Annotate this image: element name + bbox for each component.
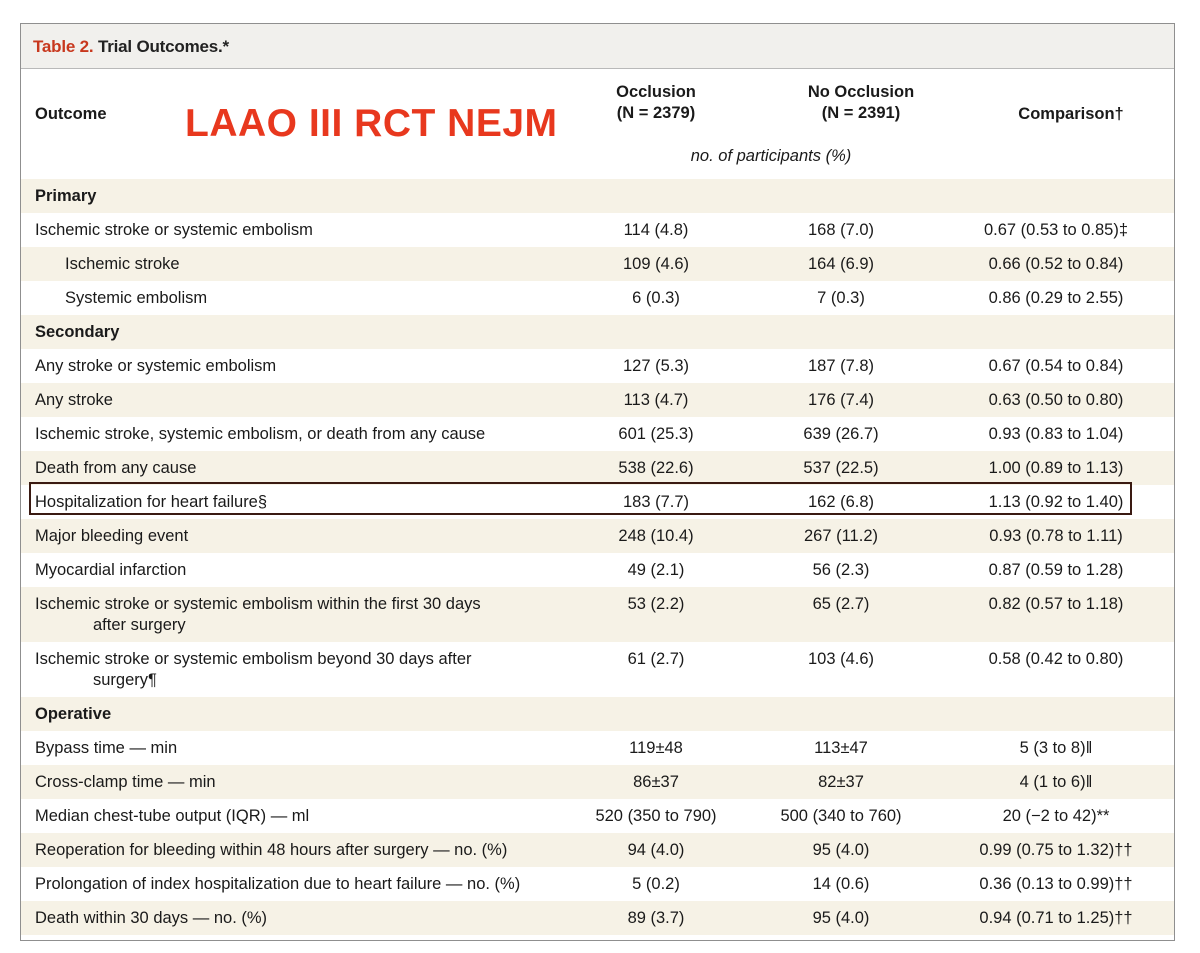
comparison-value: 0.63 (0.50 to 0.80) xyxy=(988,391,1124,409)
table-row xyxy=(21,901,1174,935)
comparison-value: 0.66 (0.52 to 0.84) xyxy=(988,255,1124,273)
no-occlusion-value: 176 (7.4) xyxy=(807,391,875,409)
outcome-label-text: Ischemic stroke or systemic embolism xyxy=(35,221,313,239)
section-row xyxy=(21,315,1174,349)
outcome-label-text: Reoperation for bleeding within 48 hours after surgery — no. (%) xyxy=(35,841,508,859)
no-occlusion-value: 537 (22.5) xyxy=(803,459,879,477)
comparison-value: 0.58 (0.42 to 0.80) xyxy=(988,650,1124,668)
table-title-bar xyxy=(21,24,1174,69)
table-title xyxy=(33,37,229,57)
occlusion-value: 114 (4.8) xyxy=(623,221,689,239)
table-row xyxy=(21,642,1174,697)
table-row xyxy=(21,417,1174,451)
header-outcome: Outcome xyxy=(35,105,107,123)
outcome-label xyxy=(35,458,196,479)
overlay-watermark: LAAO III RCT NEJM xyxy=(185,102,558,145)
outcome-label-text: Death within 30 days — no. (%) xyxy=(35,909,268,927)
table-row xyxy=(21,519,1174,553)
no-occlusion-value: 500 (340 to 760) xyxy=(780,807,902,825)
outcome-label-text: Hospitalization for heart failure§ xyxy=(35,493,268,511)
no-occlusion-value: 162 (6.8) xyxy=(807,493,875,511)
outcome-label xyxy=(65,288,207,309)
outcome-label xyxy=(35,649,472,691)
occlusion-value: 113 (4.7) xyxy=(623,391,689,409)
outcome-label xyxy=(35,220,313,241)
table-row xyxy=(21,799,1174,833)
outcome-label-text: Major bleeding event xyxy=(35,527,189,545)
outcome-label xyxy=(35,840,507,861)
no-occlusion-value: 82±37 xyxy=(818,773,864,791)
outcome-label-continued: surgery¶ xyxy=(93,671,157,689)
header-occlusion xyxy=(581,82,731,124)
outcome-label xyxy=(35,526,188,547)
outcome-label-text: Bypass time — min xyxy=(35,739,178,757)
no-occlusion-value: 267 (11.2) xyxy=(804,527,878,545)
occlusion-value: 94 (4.0) xyxy=(627,841,685,859)
comparison-value: 0.67 (0.54 to 0.84) xyxy=(988,357,1124,375)
comparison-value: 5 (3 to 8)‖ xyxy=(1019,739,1093,757)
comparison-value: 0.36 (0.13 to 0.99)†† xyxy=(979,875,1133,893)
header-comparison: Comparison† xyxy=(1018,105,1124,123)
table-row xyxy=(21,485,1174,519)
outcome-label xyxy=(35,390,113,411)
table-row xyxy=(21,451,1174,485)
outcome-label-text: Cross-clamp time — min xyxy=(35,773,216,791)
no-occlusion-value: 65 (2.7) xyxy=(812,595,870,613)
comparison-value: 4 (1 to 6)‖ xyxy=(1019,773,1093,791)
occlusion-value: 601 (25.3) xyxy=(618,425,694,443)
comparison-value: 20 (−2 to 42)** xyxy=(1002,807,1110,825)
outcome-label xyxy=(65,254,180,275)
occlusion-value: 538 (22.6) xyxy=(618,459,694,477)
table-row xyxy=(21,867,1174,901)
table-row xyxy=(21,281,1174,315)
outcome-label-text: Systemic embolism xyxy=(65,289,208,307)
section-row xyxy=(21,179,1174,213)
section-row xyxy=(21,697,1174,731)
occlusion-value: 520 (350 to 790) xyxy=(595,807,717,825)
comparison-value: 0.87 (0.59 to 1.28) xyxy=(988,561,1124,579)
header-occlusion-n: (N = 2379) xyxy=(616,104,696,122)
outcome-label xyxy=(35,738,177,759)
table-row xyxy=(21,765,1174,799)
outcome-label xyxy=(35,772,216,793)
outcome-label-text: Ischemic stroke or systemic embolism within the first 30 days xyxy=(35,595,481,613)
outcome-label-text: Any stroke or systemic embolism xyxy=(35,357,277,375)
occlusion-value: 109 (4.6) xyxy=(622,255,690,273)
no-occlusion-value: 14 (0.6) xyxy=(812,875,870,893)
no-occlusion-value: 187 (7.8) xyxy=(807,357,875,375)
table-row xyxy=(21,587,1174,642)
outcome-label xyxy=(35,424,485,445)
table-row xyxy=(21,731,1174,765)
comparison-value: 0.86 (0.29 to 2.55) xyxy=(988,289,1124,307)
outcome-label-text: Secondary xyxy=(35,323,120,341)
no-occlusion-value: 639 (26.7) xyxy=(803,425,879,443)
occlusion-value: 61 (2.7) xyxy=(627,650,685,668)
table-row xyxy=(21,349,1174,383)
occlusion-value: 86±37 xyxy=(633,773,679,791)
outcome-label xyxy=(35,492,267,513)
table-row xyxy=(21,213,1174,247)
outcome-label-text: Ischemic stroke, systemic embolism, or death from any cause xyxy=(35,425,486,443)
table-number: Table 2. xyxy=(33,37,94,56)
outcome-label xyxy=(35,874,520,895)
outcome-label-text: Primary xyxy=(35,187,97,205)
outcome-label xyxy=(35,908,267,929)
outcome-label-text: Ischemic stroke or systemic embolism beyond 30 days after xyxy=(35,650,472,668)
occlusion-value: 6 (0.3) xyxy=(632,289,680,307)
occlusion-value: 183 (7.7) xyxy=(622,493,690,511)
header-units: no. of participants (%) xyxy=(690,147,852,165)
occlusion-value: 53 (2.2) xyxy=(627,595,685,613)
comparison-value: 0.82 (0.57 to 1.18) xyxy=(988,595,1124,613)
outcome-label-text: Prolongation of index hospitalization due to heart failure — no. (%) xyxy=(35,875,521,893)
occlusion-value: 119±48 xyxy=(629,739,683,757)
comparison-value: 0.67 (0.53 to 0.85)‡ xyxy=(983,221,1129,239)
occlusion-value: 248 (10.4) xyxy=(618,527,694,545)
no-occlusion-value: 95 (4.0) xyxy=(812,841,870,859)
table-row xyxy=(21,553,1174,587)
outcome-label-text: Ischemic stroke xyxy=(65,255,180,273)
header-occlusion-label: Occlusion xyxy=(616,83,696,101)
outcome-label xyxy=(35,594,481,636)
comparison-value: 0.93 (0.78 to 1.11) xyxy=(989,527,1123,545)
table-row xyxy=(21,247,1174,281)
outcome-label-text: Operative xyxy=(35,705,112,723)
occlusion-value: 127 (5.3) xyxy=(622,357,690,375)
no-occlusion-value: 168 (7.0) xyxy=(807,221,875,239)
section-label xyxy=(35,704,111,725)
comparison-value: 1.00 (0.89 to 1.13) xyxy=(988,459,1124,477)
outcome-label-text: Median chest-tube output (IQR) — ml xyxy=(35,807,310,825)
section-label xyxy=(35,186,96,207)
occlusion-value: 49 (2.1) xyxy=(627,561,685,579)
no-occlusion-value: 95 (4.0) xyxy=(812,909,870,927)
outcome-label xyxy=(35,560,186,581)
section-label xyxy=(35,322,119,343)
outcome-label-text: Death from any cause xyxy=(35,459,197,477)
no-occlusion-value: 164 (6.9) xyxy=(807,255,875,273)
occlusion-value: 5 (0.2) xyxy=(632,875,680,893)
outcome-label xyxy=(35,806,309,827)
outcome-label-text: Any stroke xyxy=(35,391,113,409)
no-occlusion-value: 113±47 xyxy=(814,739,868,757)
comparison-value: 0.94 (0.71 to 1.25)†† xyxy=(979,909,1133,927)
table-frame xyxy=(20,23,1175,941)
occlusion-value: 89 (3.7) xyxy=(627,909,685,927)
header-no-occlusion xyxy=(766,82,956,124)
no-occlusion-value: 7 (0.3) xyxy=(817,289,865,307)
header-no-occlusion-label: No Occlusion xyxy=(807,83,915,101)
comparison-value: 1.13 (0.92 to 1.40) xyxy=(988,493,1124,511)
comparison-value: 0.93 (0.83 to 1.04) xyxy=(988,425,1124,443)
table-row xyxy=(21,833,1174,867)
table-caption: Trial Outcomes.* xyxy=(93,37,229,56)
comparison-value: 0.99 (0.75 to 1.32)†† xyxy=(979,841,1133,859)
no-occlusion-value: 103 (4.6) xyxy=(807,650,875,668)
table-row xyxy=(21,383,1174,417)
header-no-occlusion-n: (N = 2391) xyxy=(821,104,901,122)
no-occlusion-value: 56 (2.3) xyxy=(812,561,870,579)
outcome-label-continued: after surgery xyxy=(93,616,186,634)
outcome-label-text: Myocardial infarction xyxy=(35,561,187,579)
outcome-label xyxy=(35,356,276,377)
